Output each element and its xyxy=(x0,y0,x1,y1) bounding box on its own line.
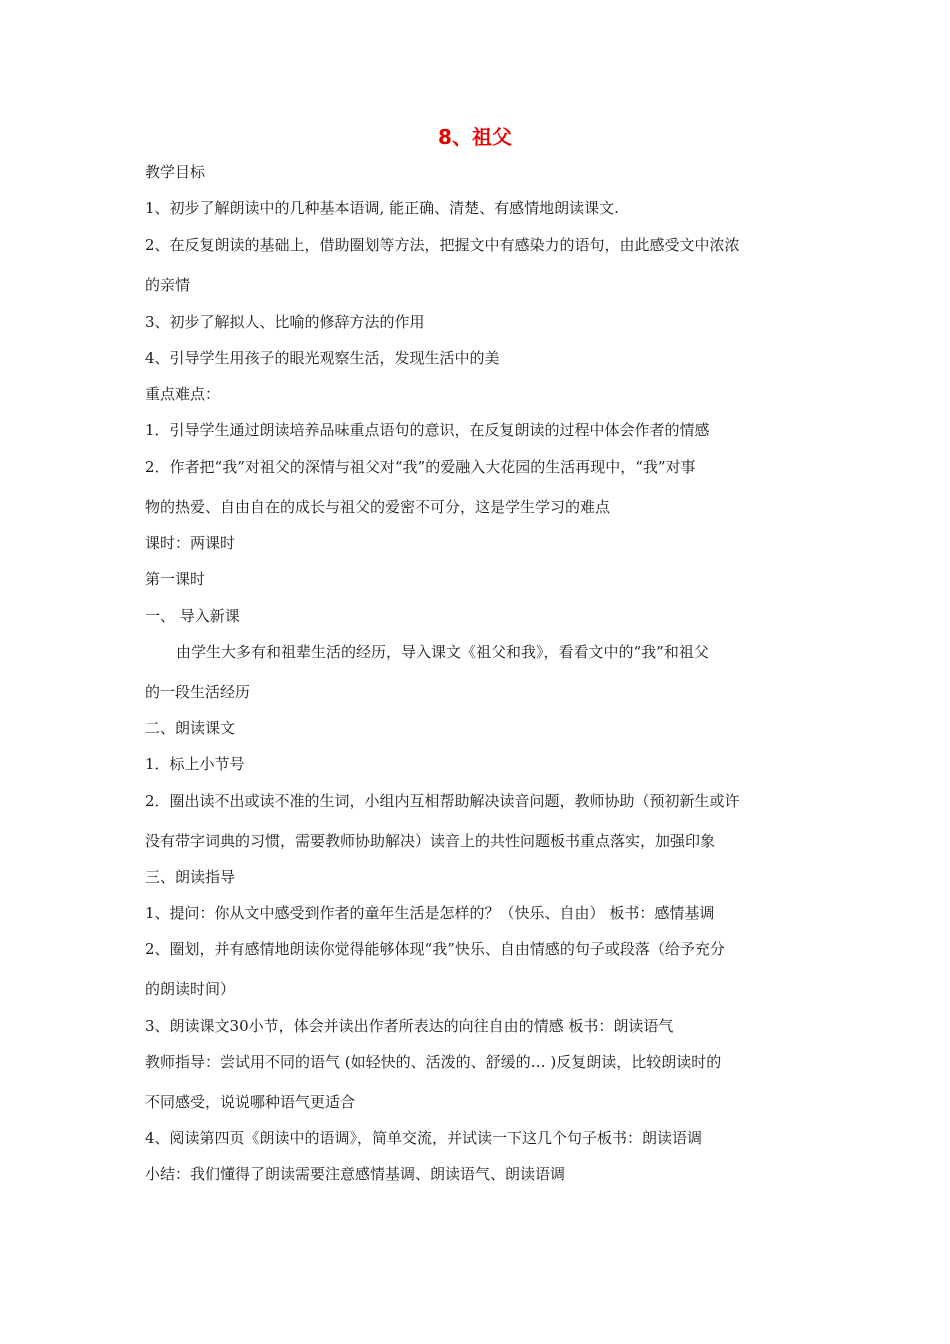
goal-item-3: 3、初步了解拟人、比喻的修辞方法的作用 xyxy=(145,313,425,331)
section-3-heading: 三、朗读指导 xyxy=(145,868,236,886)
heading-key-points: 重点难点： xyxy=(145,385,221,403)
document-title: 8、祖父 xyxy=(438,125,512,149)
section-1-paragraph: 由学生大多有和祖辈生活的经历，导入课文《祖父和我》，看看文中的“我”和祖父 xyxy=(176,643,709,661)
section-1-paragraph-cont: 的一段生活经历 xyxy=(145,683,251,701)
teacher-guidance: 教师指导：尝试用不同的语气 (如轻快的、活泼的、舒缓的… )反复朗读，比较朗读时的 xyxy=(145,1053,722,1071)
class-hours: 课时：两课时 xyxy=(145,534,236,552)
section-3-item-4: 4、阅读第四页《朗读中的语调》，简单交流，并试读一下这几个句子板书：朗读语调 xyxy=(145,1129,703,1147)
teacher-guidance-cont: 不同感受，说说哪种语气更适合 xyxy=(145,1093,356,1111)
key-point-2-cont: 物的热爱、自由自在的成长与祖父的爱密不可分，这是学生学习的难点 xyxy=(145,498,611,516)
section-2-item-2: 2．圈出读不出或读不准的生词，小组内互相帮助解决读音问题，教师协助（预初新生或许 xyxy=(145,792,740,810)
key-point-1: 1．引导学生通过朗读培养品味重点语句的意识，在反复朗读的过程中体会作者的情感 xyxy=(145,421,710,439)
section-3-item-2-cont: 的朗读时间） xyxy=(145,980,236,998)
section-1-heading: 一、 导入新课 xyxy=(145,607,240,625)
key-point-2: 2．作者把“我”对祖父的深情与祖父对“我”的爱融入大花园的生活再现中，“我”对事 xyxy=(145,458,696,476)
goal-item-4: 4、引导学生用孩子的眼光观察生活，发现生活中的美 xyxy=(145,349,500,367)
section-2-item-2-cont: 没有带字词典的习惯，需要教师协助解决）读音上的共性问题板书重点落实，加强印象 xyxy=(145,832,716,850)
section-2-item-1: 1．标上小节号 xyxy=(145,755,245,773)
goal-item-1: 1、初步了解朗读中的几种基本语调, 能正确、清楚、有感情地朗读课文. xyxy=(145,199,619,217)
section-3-item-3: 3、朗读课文30小节，体会并读出作者所表达的向往自由的情感 板书：朗读语气 xyxy=(145,1017,674,1035)
section-2-heading: 二、朗读课文 xyxy=(145,719,236,737)
heading-first-lesson: 第一课时 xyxy=(145,570,206,588)
goal-item-2-cont: 的亲情 xyxy=(145,276,191,294)
goal-item-2: 2、在反复朗读的基础上，借助圈划等方法，把握文中有感染力的语句，由此感受文中浓浓 xyxy=(145,236,740,254)
section-3-item-2: 2、圈划，并有感情地朗读你觉得能够体现“我”快乐、自由情感的句子或段落（给予充分 xyxy=(145,940,725,958)
heading-teaching-goals: 教学目标 xyxy=(145,163,206,181)
summary: 小结：我们懂得了朗读需要注意感情基调、朗读语气、朗读语调 xyxy=(145,1165,566,1183)
section-3-item-1: 1、提问：你从文中感受到作者的童年生活是怎样的？（快乐、自由） 板书：感情基调 xyxy=(145,904,715,922)
